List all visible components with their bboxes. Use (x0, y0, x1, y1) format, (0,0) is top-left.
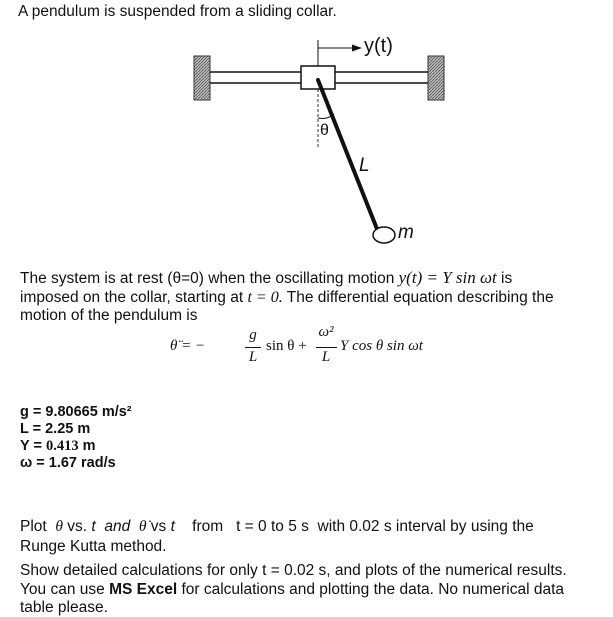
param-omega: ω = 1.67 rad/s (20, 455, 116, 471)
param-L: L = 2.25 m (20, 421, 91, 437)
y-t-label: y(t) (364, 35, 393, 57)
pendulum-figure (0, 0, 613, 270)
pendulum-mass (373, 227, 395, 243)
L-label: L (359, 155, 370, 176)
m-label: m (398, 222, 414, 243)
theta-label: θ (320, 122, 329, 139)
show-line-1: Show detailed calculations for only t = 0.02 s, and plots of the numerical results. (20, 562, 567, 579)
show-line-3: table please. (20, 599, 108, 616)
system-line-2: imposed on the collar, starting at t = 0. The differential equation describing the (20, 289, 554, 306)
param-Y: Y = 0.413 m (20, 438, 96, 454)
param-g: g = 9.80665 m/s² (20, 404, 132, 420)
left-wall (194, 56, 210, 100)
parameter-list (20, 404, 132, 472)
show-line-2: You can use MS Excel for calculations and plotting the data. No numerical data (20, 581, 565, 598)
y-arrow-head (352, 45, 362, 52)
system-line-3: motion of the pendulum is (20, 307, 198, 324)
plot-line-1: Plot θ vs. t and θ̇ vs t from t = 0 to 5 s with 0.02 s interval by using the (20, 518, 534, 535)
plot-line-2: Runge Kutta method. (20, 538, 167, 555)
intro-text: A pendulum is suspended from a sliding collar. (18, 3, 337, 20)
collar (301, 66, 335, 89)
right-wall (428, 56, 444, 100)
system-line-1: The system is at rest (θ=0) when the oscillating motion y(t) = Y sin ωt is (20, 268, 513, 287)
